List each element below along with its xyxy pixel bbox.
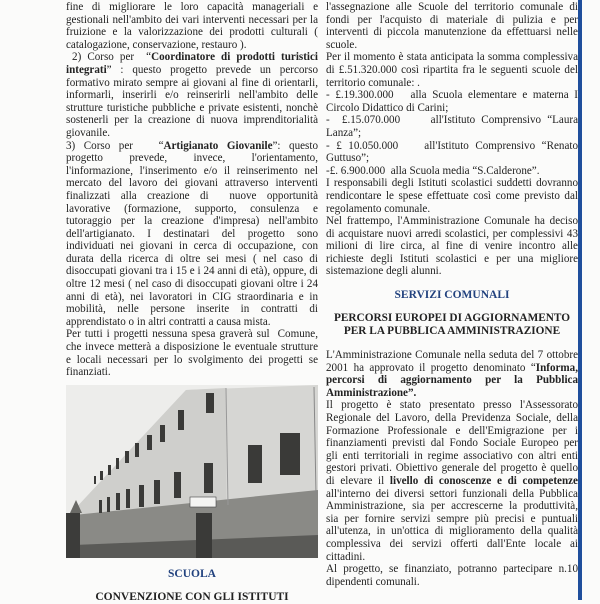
text-segment: mercato del lavoro dei giovani attraverso interventi (66, 177, 318, 190)
text-line (326, 1, 578, 14)
text-line (326, 374, 578, 387)
text-line (326, 177, 578, 190)
text-line (66, 165, 318, 178)
text-segment: lavorative (formazione, supporto, consulenza e (66, 202, 318, 215)
text-segment: complessiva dei servizi offerti dall'Ente locale ai (326, 537, 578, 550)
subsection-title-convenzione: CONVENZIONE CON GLI ISTITUTI (95, 591, 289, 603)
section-title-scuola: SCUOLA (168, 568, 216, 580)
text-segment: Per il momento è stata anticipata la somma complessiva (326, 51, 578, 64)
text-line (326, 500, 578, 513)
text-line (326, 551, 578, 564)
text-line (66, 328, 318, 341)
text-line (66, 1, 318, 14)
bold-text: integrati (66, 63, 107, 76)
text-segment: gestori privati. Obiettivo generale del progetto è quello (326, 462, 578, 475)
text-line (326, 77, 578, 90)
text-line (66, 114, 318, 127)
text-segment: cittadini. (326, 550, 366, 563)
text-segment: sia per fornire servizi sempre più precisi e puntuali (326, 512, 578, 525)
text-segment: richieste degli Istituti scolastici e per una migliore (326, 252, 578, 265)
text-line (66, 177, 318, 190)
text-segment: - £ 10.050.000 all'Istituto Comprensivo “Renato (326, 139, 578, 152)
text-line (326, 127, 578, 140)
text-line (326, 64, 578, 77)
text-segment: progetto prevede, invece, l'orientamento, (66, 152, 318, 165)
text-line (66, 14, 318, 27)
text-segment: Al progetto, se finanziato, potranno partecipare n.10 (326, 563, 578, 576)
text-line (66, 354, 318, 367)
text-line (66, 51, 318, 64)
text-segment: Circolo Didattico di Carini; (326, 101, 449, 114)
text-line (326, 525, 578, 538)
text-line (326, 215, 578, 228)
right-column-top-text (326, 1, 578, 278)
text-line (66, 140, 318, 153)
heading-percorsi-line2: PER LA PUBBLICA AMMINISTRAZIONE (343, 325, 561, 337)
text-line (66, 102, 318, 115)
text-line (326, 563, 578, 576)
text-segment: fruizione e la valorizzazione dei prodotti culturali ( (66, 26, 318, 39)
text-segment: gestionali nell'ambito dei vari interventi necessari per la (66, 13, 318, 26)
text-segment: finalizzati alla creazione di nuove opportunità (66, 189, 318, 202)
text-segment: 2) Corso per “ (66, 51, 152, 64)
text-line (326, 399, 578, 412)
text-segment: ”: questo (272, 139, 319, 152)
text-line (66, 278, 318, 291)
text-line (326, 89, 578, 102)
text-line (326, 538, 578, 551)
text-segment: Amministrazione, sia per accrescerne la produttività, (326, 500, 578, 513)
left-column-text (66, 1, 318, 379)
text-line (326, 228, 578, 241)
right-column-bottom-text (326, 349, 578, 588)
text-line (326, 425, 578, 438)
text-line (326, 140, 578, 153)
text-segment: L'Amministrazione Comunale nella seduta del 7 ottobre (326, 349, 578, 361)
text-segment: mobilità, nelle persone inserite in contratti di (66, 303, 318, 316)
bold-text: livello di conoscenze e di competenze (389, 474, 578, 487)
text-segment: Guttuso”; (326, 152, 370, 165)
text-segment: di elevare il (326, 474, 390, 487)
text-line (326, 488, 578, 501)
text-segment: Il progetto è stato presentato presso l'Assessorato (326, 399, 578, 412)
bold-text: Informa, (535, 361, 578, 374)
text-segment: l'informazione, l'inserimento e/o il reinserimento nel (66, 164, 318, 177)
text-segment: Lanza”; (326, 126, 362, 139)
page-edge-accent-bar (578, 0, 582, 600)
text-segment: individuati nei giovani in cerca di occupazione, con (66, 240, 318, 253)
text-segment: I responsabili degli Istituti scolastici suddetti dovranno (326, 177, 578, 190)
text-segment: - £.15.070.000 all'Istituto Comprensivo “Laura (326, 114, 578, 127)
text-line (66, 127, 318, 140)
text-line (326, 349, 578, 362)
text-line (326, 102, 578, 115)
text-segment: -£. 6.900.000 alla Scuola media “S.Calderone”. (326, 164, 540, 177)
text-segment: che invece metterà a disposizione le eventuale strutture (66, 341, 318, 354)
text-segment: territorio comunale: . (326, 76, 420, 89)
text-line (326, 190, 578, 203)
text-segment: fine di migliorare le loro capacità manageriali e (66, 1, 318, 13)
text-line (66, 303, 318, 316)
text-segment: disoccupati giovani tra i 15 e i 24 anni di età), oppure, di (66, 265, 318, 278)
text-line (326, 39, 578, 52)
text-line (326, 475, 578, 488)
text-line (66, 265, 318, 278)
bold-text: Amministrazione”. (326, 386, 417, 399)
text-line (66, 26, 318, 39)
text-segment: finanziati. (66, 366, 111, 379)
text-line (326, 513, 578, 526)
bold-text: Coordinatore di prodotti turistici (151, 51, 319, 64)
text-line (326, 51, 578, 64)
text-segment: sistemazione degli alunni. (326, 265, 442, 278)
text-segment: Nel frattempo, l'Amministrazione Comunale ha deciso (326, 215, 578, 228)
text-line (326, 450, 578, 463)
text-segment: - £.19.300.000 alla Scuola elementare e materna I (326, 89, 578, 102)
section-title-servizi-comunali: SERVIZI COMUNALI (394, 289, 510, 301)
text-line (66, 89, 318, 102)
text-line (66, 253, 318, 266)
text-line (326, 576, 578, 589)
text-segment: catalogazione, conservazione, restauro ). (66, 38, 247, 51)
text-line (66, 77, 318, 90)
text-segment: fondi per l'acquisto di materiale di pulizia e per (326, 13, 578, 26)
bold-text: Artigianato Giovanile (163, 139, 273, 152)
text-line (66, 190, 318, 203)
text-segment: dipendenti comunali. (326, 575, 420, 588)
text-segment: formativo mirato sempre ai giovani al fine di orientarli, (66, 76, 318, 89)
text-line (326, 14, 578, 27)
text-line (326, 412, 578, 425)
text-line (326, 114, 578, 127)
text-segment: all'interno dei diversi settori funzionali della Pubblica (326, 487, 578, 500)
text-segment: interventi di piccola manutenzione da effettuarsi nelle (326, 26, 578, 39)
text-line (66, 366, 318, 379)
text-segment: Formazione Professionale e dell'Emigrazione per i (326, 424, 578, 437)
text-line (326, 387, 578, 400)
text-segment: dell'artigianato. I destinatari del progetto sono (66, 227, 318, 240)
text-line (326, 462, 578, 475)
text-line (326, 362, 578, 375)
text-segment: ” : questo progetto prevede un percorso (106, 63, 318, 76)
text-line (326, 437, 578, 450)
text-segment: all'utenza, in un'ottica di miglioramento della qualità (326, 525, 578, 538)
text-segment: anni di età), nei lavoratori in CIG straordinaria e in (66, 290, 318, 303)
text-segment: scuole. (326, 38, 358, 51)
text-segment: di acquistare nuovi arredi scolastici, per complessivi 43 (326, 227, 578, 240)
text-line (326, 26, 578, 39)
text-line (66, 291, 318, 304)
text-segment: oltre 12 mesi ( nel caso di disoccupati giovani oltre i 24 (66, 278, 318, 291)
text-line (326, 240, 578, 253)
text-segment: regolamento comunale. (326, 202, 431, 215)
text-segment: di £.51.320.000 così ripartita fra le seguenti scuole del (326, 63, 578, 76)
text-line (326, 165, 578, 178)
text-line (66, 203, 318, 216)
text-segment: milioni di lire circa, al fine di venire incontro alle (326, 240, 578, 253)
heading-percorsi-line1: PERCORSI EUROPEI DI AGGIORNAMENTO (333, 312, 571, 324)
text-line (66, 215, 318, 228)
text-line (326, 265, 578, 278)
text-line (66, 64, 318, 77)
text-line (66, 228, 318, 241)
text-line (66, 152, 318, 165)
text-segment: giovanile. (66, 126, 111, 139)
text-segment: finanziamenti previsti dal Fondo Sociale Europeo per (326, 437, 578, 450)
text-line (66, 39, 318, 52)
text-segment: 3) Corso per “ (66, 139, 164, 152)
text-segment: informarli, inserirli e/o reinserirli nell'ambito delle (66, 89, 318, 102)
text-segment: durata della ricerca di oltre sei mesi ( nel caso di (66, 252, 318, 265)
text-segment: gli enti territoriali in regime associativo con altri enti (326, 449, 578, 462)
bold-text: percorsi di aggiornamento per la Pubblica (326, 374, 578, 387)
text-segment: sostenerli per la creazione di nuova imprenditorialità (66, 114, 318, 127)
text-line (326, 152, 578, 165)
text-segment: Per tutti i progetti nessuna spesa graverà sul Comune, (66, 328, 318, 341)
text-segment: e locali necessari per lo svolgimento dei progetti se (66, 353, 318, 366)
text-segment: rendicontare le spese effettuate così come previsto dal (326, 189, 578, 202)
text-segment: strutture turistiche pubbliche e private esistenti, nonchè (66, 101, 318, 114)
text-segment: Regionale del Lavoro, della Previdenza Sociale, della (326, 411, 578, 424)
text-segment: l'assegnazione alle Scuole del territorio comunale di (326, 1, 578, 13)
text-line (66, 341, 318, 354)
text-line (326, 253, 578, 266)
text-segment: tutoraggio per la creazione d'impresa) nell'ambito (66, 215, 318, 228)
text-segment: apprendistato o in altri contratti a causa mista. (66, 315, 271, 328)
school-building-photo (66, 385, 318, 558)
text-segment: 2001 ha approvato il progetto denominato “ (326, 361, 536, 374)
text-line (66, 316, 318, 329)
text-line (66, 240, 318, 253)
text-line (326, 203, 578, 216)
